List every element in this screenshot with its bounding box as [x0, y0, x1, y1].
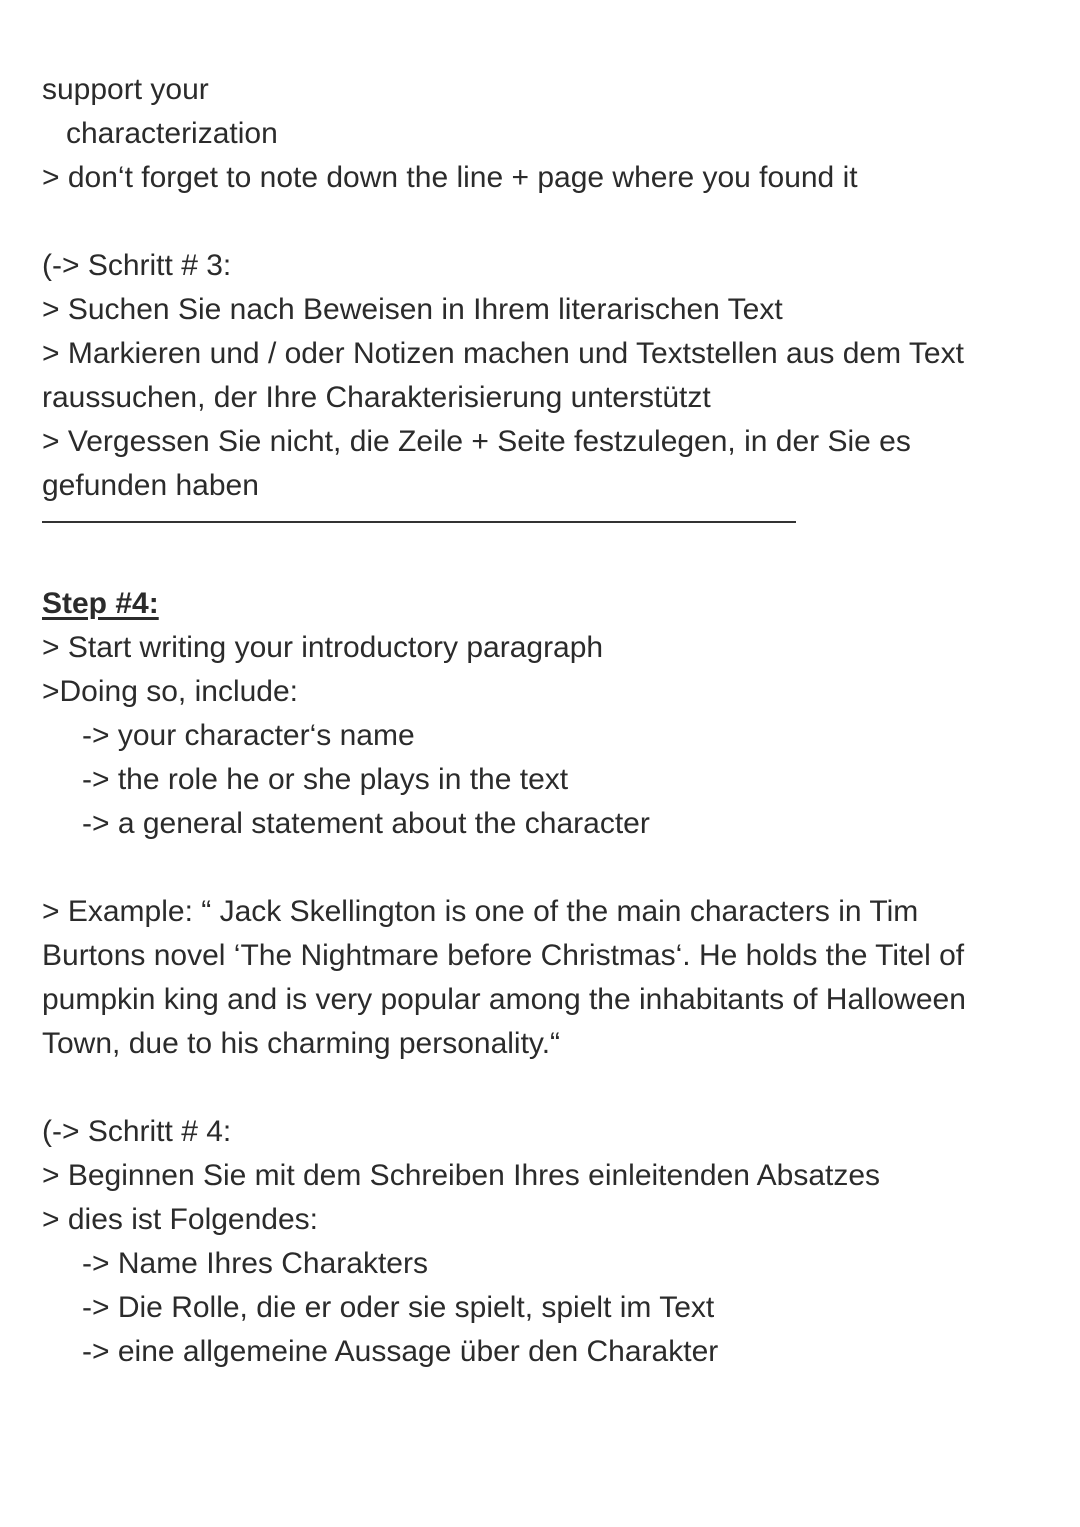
schritt3-line: > Markieren und / oder Notizen machen und Textstellen aus dem Text [42, 337, 964, 370]
note-line-reminder: > don‘t forget to note down the line + page where you found it [42, 161, 858, 194]
schritt4-title: (-> Schritt # 4: [42, 1115, 232, 1148]
step4-list-item: -> a general statement about the character [82, 807, 650, 840]
schritt3-line: gefunden haben [42, 469, 259, 502]
characterization-line: characterization [66, 117, 278, 150]
step4-line: > Start writing your introductory paragraph [42, 631, 604, 664]
schritt3-title: (-> Schritt # 3: [42, 249, 232, 282]
spacer [42, 1066, 1042, 1110]
step4-heading: Step #4: [42, 587, 159, 620]
step4-line: >Doing so, include: [42, 675, 298, 708]
schritt4-list-item: -> eine allgemeine Aussage über den Charakter [82, 1335, 719, 1368]
schritt3-line: > Suchen Sie nach Beweisen in Ihrem literarischen Text [42, 293, 783, 326]
spacer [42, 200, 1042, 244]
step4-list-item: -> your character‘s name [82, 719, 415, 752]
schritt4-list-item: -> Name Ihres Charakters [82, 1247, 428, 1280]
support-line: support your [42, 73, 209, 106]
schritt3-line: > Vergessen Sie nicht, die Zeile + Seite festzulegen, in der Sie es [42, 425, 911, 458]
schritt4-list-item: -> Die Rolle, die er oder sie spielt, spielt im Text [82, 1291, 715, 1324]
spacer [42, 846, 1042, 890]
document-page [42, 68, 1042, 1374]
schritt3-line: raussuchen, der Ihre Charakterisierung unterstützt [42, 381, 711, 414]
schritt4-line: > Beginnen Sie mit dem Schreiben Ihres einleitenden Absatzes [42, 1159, 881, 1192]
example-line: Burtons novel ‘The Nightmare before Christmas‘. He holds the Titel of [42, 939, 965, 972]
schritt4-line: > dies ist Folgendes: [42, 1203, 318, 1236]
example-line: Town, due to his charming personality.“ [42, 1027, 561, 1060]
spacer [42, 523, 1042, 582]
example-line: pumpkin king and is very popular among the inhabitants of Halloween [42, 983, 966, 1016]
step4-list-item: -> the role he or she plays in the text [82, 763, 569, 796]
example-line: > Example: “ Jack Skellington is one of the main characters in Tim [42, 895, 919, 928]
